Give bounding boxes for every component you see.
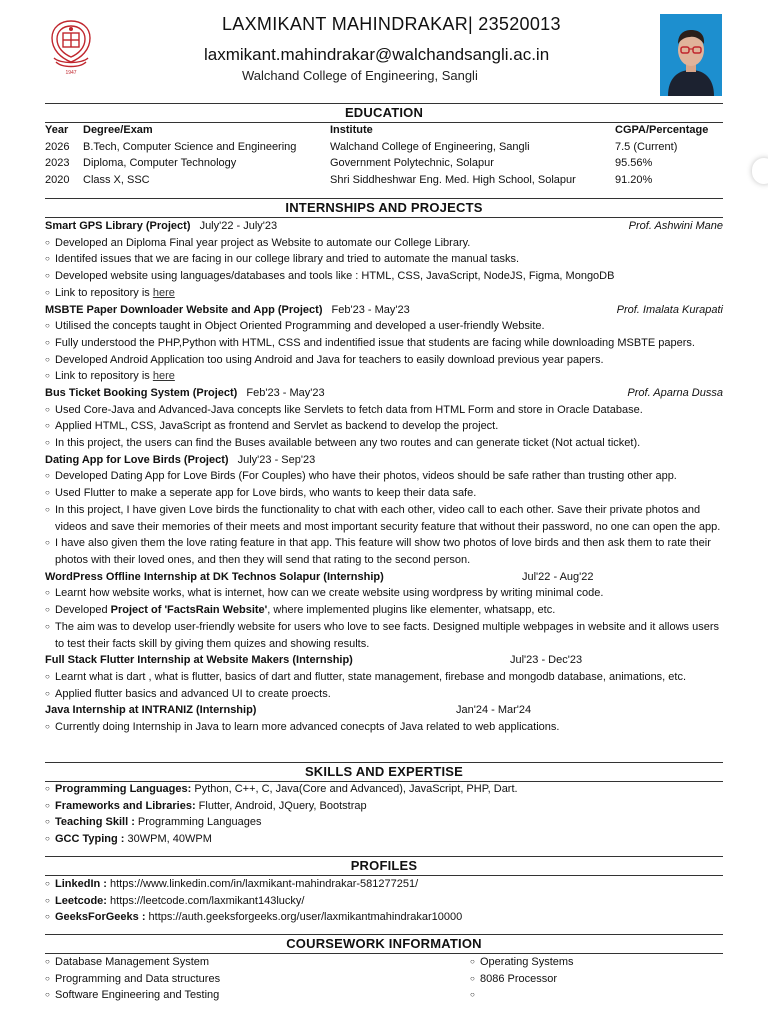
project-heading [45, 385, 723, 402]
item-text: Developed [55, 604, 111, 617]
candidate-college: Walchand College of Engineering, Sangli [242, 68, 478, 83]
list-item [45, 798, 723, 815]
project-date: July'22 - July'23 [199, 220, 278, 232]
project-title: MSBTE Paper Downloader Website and App (Project) [45, 303, 323, 316]
list-item: ○ Utilised the concepts taught in Object Oriented Programming and developed a user-friendly Website. [45, 318, 723, 335]
list-item [45, 814, 723, 831]
profile-label: GeeksForGeeks : [55, 911, 146, 924]
internship-heading [45, 702, 723, 719]
section-title: COURSEWORK INFORMATION [45, 934, 723, 954]
table-row [45, 139, 723, 156]
profile-photo [660, 14, 722, 96]
list-item [45, 831, 723, 848]
list-item [470, 987, 574, 1004]
list-item [45, 285, 723, 302]
coursework-left-column [45, 954, 723, 1004]
list-item [45, 781, 723, 798]
section-title: INTERNSHIPS AND PROJECTS [45, 198, 723, 218]
profile-label: LinkedIn : [55, 878, 107, 890]
coursework-list [45, 954, 723, 1004]
list-item: ○ Developed an Diploma Final year project as Website to automate our College Library. [45, 235, 723, 252]
internship-title: Java Internship at INTRANIZ (Internship) [45, 704, 257, 717]
table-cell: Diploma, Computer Technology [83, 157, 237, 170]
item-text: , where implemented plugins like elementer, whatsapp, etc. [267, 604, 556, 617]
section-title: SKILLS AND EXPERTISE [45, 762, 723, 782]
internship-date: Jul'23 - Dec'23 [510, 654, 583, 667]
project-date: Feb'23 - May'23 [246, 387, 325, 399]
list-item: ○ Developed website using languages/databases and tools like : HTML, CSS, JavaScript, NodeJS, Figma, MongoDB [45, 268, 723, 285]
list-item: ○ Fully understood the PHP,Python with HTML, CSS and indentified issue that students are facing while downloading MSBTE papers. [45, 335, 723, 352]
profile-url[interactable]: https://www.linkedin.com/in/laxmikant-mahindrakar-581277251/ [106, 878, 419, 890]
internship-title: WordPress Offline Internship at DK Technos Solapur (Internship) [45, 570, 384, 583]
profiles-section [45, 856, 723, 876]
list-item: ○ I have also given them the love rating feature in that app. This feature will show two photos of love birds and then ask them to rate their photos with their loved ones, and then they will send that rating to the second person. [45, 535, 723, 568]
profile-url[interactable]: https://auth.geeksforgeeks.org/user/laxmikantmahindrakar10000 [145, 911, 463, 924]
list-item: ○ Programming and Data structures [45, 971, 723, 988]
profiles-list [45, 876, 723, 926]
table-header [45, 122, 723, 139]
candidate-email[interactable]: laxmikant.mahindrakar@walchandsangli.ac.in [204, 45, 550, 64]
project-title: Smart GPS Library (Project) [45, 220, 191, 232]
college-logo [48, 18, 94, 76]
logo-year: 1947 [65, 70, 77, 76]
internship-title: Full Stack Flutter Internship at Website Makers (Internship) [45, 654, 353, 667]
item-bold-text: Project of 'FactsRain Website' [110, 604, 268, 617]
project-date: Feb'23 - May'23 [331, 303, 410, 316]
project-guide: Prof. Ashwini Mane [628, 220, 723, 232]
list-item: ○ Currently doing Internship in Java to learn more advanced conecpts of Java related to web applications. [45, 719, 723, 736]
scroll-handle[interactable] [752, 158, 768, 184]
column-header: CGPA/Percentage [615, 124, 709, 136]
candidate-name: LAXMIKANT MAHINDRAKAR| 23520013 [222, 14, 561, 34]
list-item [45, 368, 723, 385]
table-cell: 2020 [45, 174, 70, 187]
project-guide: Prof. Imalata Kurapati [616, 303, 723, 316]
list-item: ○ Developed Dating App for Love Birds (For Couples) who have their photos, videos should be safe rather than trusting other app. [45, 468, 723, 485]
repo-link-prefix: Link to repository is [55, 370, 153, 383]
section-title: PROFILES [45, 856, 723, 876]
repo-link[interactable]: here [152, 370, 175, 383]
skill-label: Programming Languages: [55, 783, 192, 795]
coursework-right-column [470, 954, 574, 1004]
internship-date: Jul'22 - Aug'22 [522, 570, 594, 583]
project-title: Dating App for Love Birds (Project) [45, 453, 229, 466]
table-cell: Shri Siddheshwar Eng. Med. High School, Solapur [330, 174, 576, 187]
list-item: ○ Database Management System [45, 954, 723, 971]
projects-section [45, 198, 723, 218]
education-section [45, 103, 723, 123]
table-cell: 95.56% [615, 157, 653, 170]
table-cell: Walchand College of Engineering, Sangli [330, 140, 530, 153]
profile-url[interactable]: https://leetcode.com/laxmikant143lucky/ [106, 894, 305, 907]
internship-heading [45, 569, 723, 586]
table-row [45, 155, 723, 172]
table-cell: B.Tech, Computer Science and Engineering [83, 140, 297, 153]
project-guide: Prof. Aparna Dussa [627, 387, 723, 399]
projects-list [45, 218, 723, 736]
list-item: ○ Learnt how website works, what is internet, how can we create website using wordpress by writing minimal code. [45, 585, 723, 602]
list-item: ○ Developed Android Application too using Android and Java for teachers to easily download previous year papers. [45, 352, 723, 369]
project-heading [45, 218, 723, 235]
list-item: ○ Used Flutter to make a seperate app for Love birds, who wants to keep their data safe. [45, 485, 723, 502]
list-item [45, 602, 723, 619]
profile-label: Leetcode: [55, 894, 107, 907]
repo-link[interactable]: here [152, 286, 175, 299]
project-date: July'23 - Sep'23 [237, 453, 316, 466]
list-item: ○ Used Core-Java and Advanced-Java concepts like Servlets to fetch data from HTML Form and store in Oracle Database. [45, 402, 723, 419]
skill-label: Frameworks and Libraries: [55, 799, 196, 812]
list-item: ○ 8086 Processor [470, 971, 574, 988]
skill-label: GCC Typing : [55, 833, 125, 846]
skill-value: Programming Languages [134, 816, 262, 829]
project-heading [45, 452, 723, 469]
project-heading [45, 302, 723, 319]
education-table [45, 122, 723, 189]
list-item: ○ Applied HTML, CSS, JavaScript as frontend and Servlet as backend to develop the project. [45, 418, 723, 435]
table-cell: 91.20% [615, 174, 653, 187]
skills-list [45, 781, 723, 848]
coursework-section [45, 934, 723, 954]
table-cell: Government Polytechnic, Solapur [330, 157, 494, 170]
list-item [45, 893, 723, 910]
list-item: ○ Applied flutter basics and advanced UI to create proects. [45, 686, 723, 703]
table-cell: 2023 [45, 157, 70, 170]
internship-heading [45, 652, 723, 669]
column-header: Institute [330, 124, 373, 136]
skill-value: Python, C++, C, Java(Core and Advanced), JavaScript, PHP, Dart. [191, 783, 518, 795]
internship-date: Jan'24 - Mar'24 [456, 704, 532, 717]
table-cell: Class X, SSC [83, 174, 150, 187]
list-item: ○ The aim was to develop user-friendly website for users who love to see facts. Designed multiple webpages in website and it allows users to test their facts skill by giving them quizes and showing results. [45, 619, 723, 652]
repo-link-prefix: Link to repository is [55, 286, 153, 299]
list-item: ○ Software Engineering and Testing [45, 987, 723, 1004]
column-header: Degree/Exam [83, 124, 153, 136]
skill-label: Teaching Skill : [55, 816, 135, 829]
list-item: ○ In this project, I have given Love birds the functionality to chat with each other, video call to each other. Save their private photos and videos and save their memories of their meets and most important security feature that without their password, no one can open the app. [45, 502, 723, 535]
list-item [45, 876, 723, 893]
list-item: ○ Operating Systems [470, 954, 574, 971]
table-cell: 2026 [45, 140, 70, 153]
column-header: Year [45, 124, 69, 136]
skill-value: 30WPM, 40WPM [124, 833, 212, 846]
section-title: EDUCATION [45, 103, 723, 123]
project-title: Bus Ticket Booking System (Project) [45, 387, 238, 399]
table-cell: 7.5 (Current) [615, 140, 678, 153]
list-item: ○ Learnt what is dart , what is flutter, basics of dart and flutter, state management, firebase and mongodb database, animations, etc. [45, 669, 723, 686]
skills-section [45, 762, 723, 782]
list-item: ○ In this project, the users can find the Buses available between any two routes and can generate ticket (Not actual ticket). [45, 435, 723, 452]
list-item [45, 909, 723, 926]
table-row [45, 172, 723, 189]
skill-value: Flutter, Android, JQuery, Bootstrap [195, 799, 367, 812]
list-item: ○ Identifed issues that we are facing in our college library and tried to automate the manual tasks. [45, 251, 723, 268]
